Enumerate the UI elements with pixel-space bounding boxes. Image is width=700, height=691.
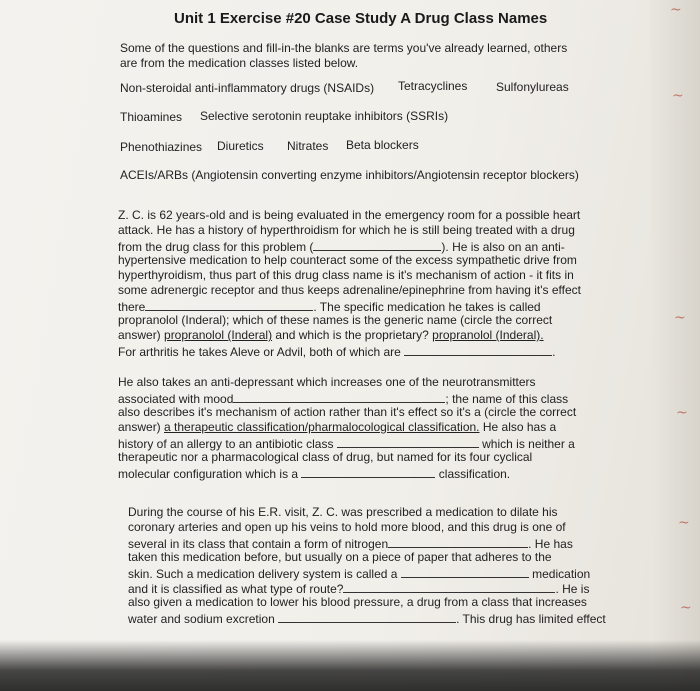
class-thioamines: Thioamines xyxy=(120,110,183,124)
text-run: skin. Such a medication delivery system is called a xyxy=(128,567,398,581)
text-run: answer) xyxy=(118,328,165,342)
class-nsaids: Non-steroidal anti-inflammatory drugs (NSAIDs) xyxy=(120,81,375,95)
text-line: propranolol (Inderal); which of these names is the generic name (circle the correct xyxy=(118,313,553,327)
blank-delivery-system[interactable] xyxy=(401,565,529,578)
case-paragraph-3 xyxy=(128,505,606,625)
text-line xyxy=(128,565,606,580)
text-line xyxy=(118,343,581,358)
class-aceis: ACEIs/ARBs (Angiotensin converting enzyme inhibitors/Angiotensin receptor blockers) xyxy=(120,168,579,182)
margin-mark: ~ xyxy=(672,88,684,104)
margin-mark: ~ xyxy=(674,310,686,326)
classification-answer: a therapeutic classification/pharmalocological classification. xyxy=(164,420,480,434)
proprietary-name-answer: propranolol (Inderal). xyxy=(432,328,544,342)
text-run: . xyxy=(552,345,556,359)
class-nitrates: Nitrates xyxy=(287,139,329,153)
intro-line: are from the medication classes listed below. xyxy=(120,56,359,70)
text-run: He also has a xyxy=(479,420,557,434)
generic-name-answer: propranolol (Inderal) xyxy=(164,328,273,342)
text-line: therapeutic nor a pharmacological class of drug, but named for its four cyclical xyxy=(118,450,533,464)
text-line: hypertensive medication to help counteract some of the excess sympathetic drive from xyxy=(118,253,577,267)
text-run: medication xyxy=(532,567,591,581)
text-line xyxy=(118,328,581,343)
text-line xyxy=(118,390,576,405)
text-run: answer) xyxy=(118,420,165,434)
text-run: and which is the proprietary? xyxy=(272,328,433,342)
case-paragraph-1 xyxy=(118,208,581,358)
text-run: associated with mood xyxy=(118,392,234,406)
blank-classification-type[interactable] xyxy=(301,465,435,478)
bottom-shadow xyxy=(0,640,700,691)
text-run: molecular configuration which is a xyxy=(118,467,299,481)
adjacent-page-edge xyxy=(650,0,700,691)
text-line xyxy=(128,580,606,595)
blank-thyroid-drug-class[interactable] xyxy=(313,238,441,251)
text-line: also describes it's mechanism of action rather than it's effect so it's a (circle the correct xyxy=(118,405,577,419)
intro-line: Some of the questions and fill-in-the blanks are terms you've already learned, others xyxy=(120,41,568,55)
text-line: also given a medication to lower his blood pressure, a drug from a class that increases xyxy=(128,595,587,609)
intro-text xyxy=(120,41,567,71)
text-run: . This drug has limited effect xyxy=(456,612,606,626)
text-line xyxy=(128,610,606,625)
class-ssris: Selective serotonin reuptake inhibitors (SSRIs) xyxy=(200,109,449,123)
blank-route-type[interactable] xyxy=(343,580,555,593)
text-run: ; the name of this class xyxy=(445,392,569,406)
text-run: there xyxy=(118,300,146,314)
text-run: and it is classified as what type of route? xyxy=(128,582,344,596)
page-title: Unit 1 Exercise #20 Case Study A Drug Class Names xyxy=(174,10,548,27)
text-line: He also takes an anti-depressant which increases one of the neurotransmitters xyxy=(118,375,536,389)
text-run: water and sodium excretion xyxy=(128,612,275,626)
text-run: history of an allergy to an antibiotic class xyxy=(118,437,334,451)
text-line xyxy=(118,238,581,253)
text-run: from the drug class for this problem ( xyxy=(118,240,314,254)
text-line xyxy=(118,298,581,313)
text-line: attack. He has a history of hyperthroidism for which he is still being treated with a drug xyxy=(118,223,575,237)
text-line xyxy=(118,435,576,450)
text-run: . He has xyxy=(528,537,573,551)
text-run: For arthritis he takes Aleve or Advil, both of which are xyxy=(118,345,401,359)
blank-diuretic-class[interactable] xyxy=(278,610,456,623)
class-diuretics: Diuretics xyxy=(217,139,264,153)
text-line: During the course of his E.R. visit, Z. C. was prescribed a medication to dilate his xyxy=(128,505,558,519)
text-line: Z. C. is 62 years-old and is being evaluated in the emergency room for a possible heart xyxy=(118,208,581,222)
class-phenothiazines: Phenothiazines xyxy=(120,140,203,154)
text-line xyxy=(118,420,576,435)
margin-mark: ~ xyxy=(676,405,688,421)
blank-neurotransmitter[interactable] xyxy=(233,390,445,403)
text-line: coronary arteries and open up his veins to hold more blood, and this drug is one of xyxy=(128,520,566,534)
text-run: ). He is also on an anti- xyxy=(441,240,565,254)
class-tetracyclines: Tetracyclines xyxy=(398,79,468,93)
text-line: taken this medication before, but usually on a piece of paper that adheres to the xyxy=(128,550,552,564)
margin-mark: ~ xyxy=(680,600,692,616)
blank-nitrogen-class[interactable] xyxy=(388,535,528,548)
text-line xyxy=(118,465,576,480)
blank-arthritis-class[interactable] xyxy=(404,343,552,356)
class-beta-blockers: Beta blockers xyxy=(346,138,419,152)
margin-mark: ~ xyxy=(670,2,682,18)
blank-antihypertensive-class[interactable] xyxy=(145,298,313,311)
class-sulfonylureas: Sulfonylureas xyxy=(496,80,569,94)
blank-antibiotic-class[interactable] xyxy=(337,435,479,448)
text-run: . The specific medication he takes is called xyxy=(313,300,541,314)
text-run: which is neither a xyxy=(482,437,575,451)
text-run: classification. xyxy=(438,467,511,481)
text-run: several in its class that contain a form of nitrogen xyxy=(128,537,389,551)
case-paragraph-2 xyxy=(118,375,576,480)
text-line: hyperthyroidism, thus part of this drug class name is it's mechanism of action - it fits in xyxy=(118,268,574,282)
text-line: some adrenergic receptor and thus keeps adrenaline/epinephrine from having it's effect xyxy=(118,283,582,297)
text-run: . He is xyxy=(555,582,590,596)
margin-mark: ~ xyxy=(678,515,690,531)
text-line xyxy=(128,535,606,550)
